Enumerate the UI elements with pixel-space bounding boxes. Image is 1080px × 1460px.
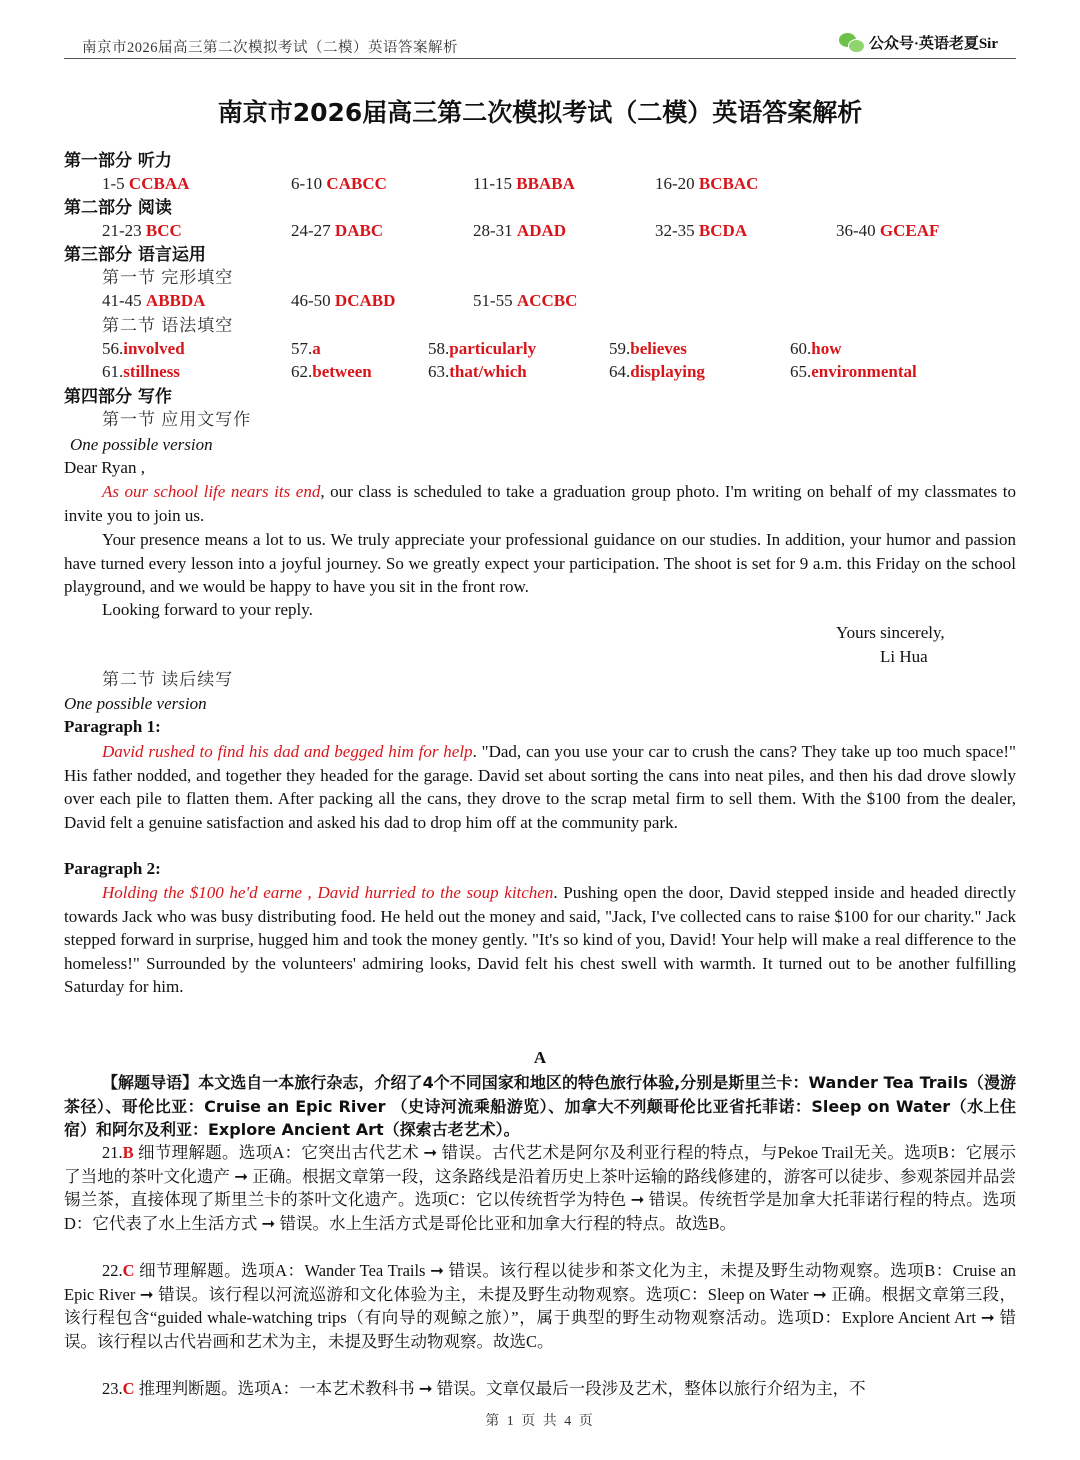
letter-greeting: Dear Ryan ,: [64, 458, 145, 477]
continuation-paragraph-2: Holding the $100 he'd earne , David hurried to the soup kitchen. Pushing open the door, David stepped inside and headed directly towards Jack who was busy distributing food. He held out the money and said, "Jack, I've collected cans to raise $100 for our charity." Jack stepped forward in surprise, hugged him and took the money gently. "It's so kind of you, David! Your help will make a real difference to the homeless!" Surrounded by the volunteers' admiring looks, David felt his chest swell with warmth. It turned out to be another fulfilling Saturday for him.: [64, 883, 1016, 997]
letter-paragraph-2: Your presence means a lot to us. We truly appreciate your professional guidance on our studies. In addition, your humor and passion have turned every lesson into a joyful journey. So we greatly expect your participation. The shoot is set for 9 a.m. this Friday on the school playground, and we would be happy to have you sit in the front row.: [64, 530, 1016, 597]
letter-paragraph-1: As our school life nears its end, our class is scheduled to take a graduation group photo. I'm writing on behalf of my classmates to invite you to join us.: [64, 482, 1016, 525]
analysis-q23: 23.C 推理判断题。选项A：一本艺术教科书 ➞ 错误。文章仅最后一段涉及艺术，整体以旅行介绍为主，不: [102, 1379, 866, 1398]
answer-11-15: 11-15 BBABA: [473, 174, 575, 193]
answer-59: 59.believes: [609, 339, 687, 358]
part3-heading: 第三部分 语言运用: [64, 245, 206, 265]
part1-heading: 第一部分 听力: [64, 151, 172, 171]
answer-46-50: 46-50 DCABD: [291, 291, 396, 310]
letter-signature: Li Hua: [880, 647, 928, 666]
paragraph2-label: Paragraph 2:: [64, 859, 161, 878]
part3-section2: 第二节 语法填空: [102, 316, 234, 335]
version-label-1: One possible version: [70, 435, 213, 454]
passage-letter: A: [533, 1048, 547, 1067]
part4-heading: 第四部分 写作: [64, 387, 172, 407]
page-header: [64, 28, 1016, 59]
answer-60: 60.how: [790, 339, 842, 358]
wechat-icon: [839, 33, 865, 53]
part3-section1: 第一节 完形填空: [102, 268, 234, 287]
analysis-q22: 22.C 细节理解题。选项A：Wander Tea Trails ➞ 错误。该行程以徒步和茶文化为主，未提及野生动物观察。选项B：Cruise an Epic River ➞ 错误。该行程以河流巡游和文化体验为主，未提及野生动物观察。选项C：Sleep on Water ➞ 正确。根据文章第三段，该行程包含“guided whale-watching trips（有向导的观鲸之旅）”，属于典型的野生动物观察活动。选项D：Explore Ancient Art ➞ 错误。该行程以古代岩画和艺术为主，未提及野生动物观察。故选C。: [64, 1261, 1016, 1351]
answer-64: 64.displaying: [609, 362, 705, 381]
answer-51-55: 51-55 ACCBC: [473, 291, 578, 310]
answer-36-40: 36-40 GCEAF: [836, 221, 940, 240]
analysis-q21: 21.B 细节理解题。选项A：它突出古代艺术 ➞ 错误。古代艺术是阿尔及利亚行程的特点，与Pekoe Trail无关。选项B：它展示了当地的茶叶文化遗产 ➞ 正确。根据文章第一段，这条路线是沿着历史上茶叶运输的路线修建的，游客可以徒步、参观茶园并品尝锡兰茶，直接体现了斯里兰卡的茶叶文化遗产。选项C：它以传统哲学为特色 ➞ 错误。传统哲学是加拿大托菲诺行程的特点。选项D：它代表了水上生活方式 ➞ 错误。水上生活方式是哥伦比亚和加拿大行程的特点。故选B。: [64, 1143, 1016, 1233]
header-account: [839, 32, 998, 53]
header-title: 南京市2026届高三第二次模拟考试（二模）英语答案解析: [82, 40, 458, 56]
answer-21-23: 21-23 BCC: [102, 221, 182, 240]
answer-57: 57.a: [291, 339, 321, 358]
answer-63: 63.that/which: [428, 362, 527, 381]
part2-heading: 第二部分 阅读: [64, 198, 172, 218]
part4-section1: 第一节 应用文写作: [102, 410, 252, 429]
answer-41-45: 41-45 ABBDA: [102, 291, 206, 310]
answer-28-31: 28-31 ADAD: [473, 221, 567, 240]
answer-6-10: 6-10 CABCC: [291, 174, 387, 193]
answer-56: 56.involved: [102, 339, 185, 358]
answer-24-27: 24-27 DABC: [291, 221, 384, 240]
header-account-label: 公众号·英语老夏Sir: [868, 36, 998, 52]
answer-62: 62.between: [291, 362, 372, 381]
answer-16-20: 16-20 BCBAC: [655, 174, 759, 193]
page-title: 南京市2026届高三第二次模拟考试（二模）英语答案解析: [217, 98, 863, 127]
answer-58: 58.particularly: [428, 339, 537, 358]
page-footer: 第 1 页 共 4 页: [485, 1414, 595, 1429]
answer-1-5: 1-5 CCBAA: [102, 174, 190, 193]
continuation-paragraph-1: David rushed to find his dad and begged him for help. "Dad, can you use your car to crush the cans? They take up too much space!" His father nodded, and together they headed for the garage. David set about sorting the cans into neat piles, and then his dad drove slowly over each pile to flatten them. After packing all the cans, they drove to the scrap metal firm to sell them. With the $100 from the dealer, David felt a genuine satisfaction and asked his dad to drop him off at the community park.: [64, 742, 1016, 832]
letter-closing: Yours sincerely,: [836, 623, 945, 642]
answer-61: 61.stillness: [102, 362, 180, 381]
part4-section2: 第二节 读后续写: [102, 670, 234, 689]
answer-65: 65.environmental: [790, 362, 917, 381]
answer-32-35: 32-35 BCDA: [655, 221, 748, 240]
letter-paragraph-3: Looking forward to your reply.: [102, 600, 313, 619]
analysis-intro: 【解题导语】本文选自一本旅行杂志，介绍了4个不同国家和地区的特色旅行体验,分别是斯里兰卡：Wander Tea Trails（漫游茶径）、哥伦比亚：Cruise an Epic River （史诗河流乘船游览）、加拿大不列颠哥伦比亚省托菲诺：Sleep on Water（水上住宿）和阿尔及利亚：Explore Ancient Art（探索古老艺术）。: [64, 1073, 1016, 1140]
version-label-2: One possible version: [64, 694, 207, 713]
paragraph1-label: Paragraph 1:: [64, 717, 161, 736]
